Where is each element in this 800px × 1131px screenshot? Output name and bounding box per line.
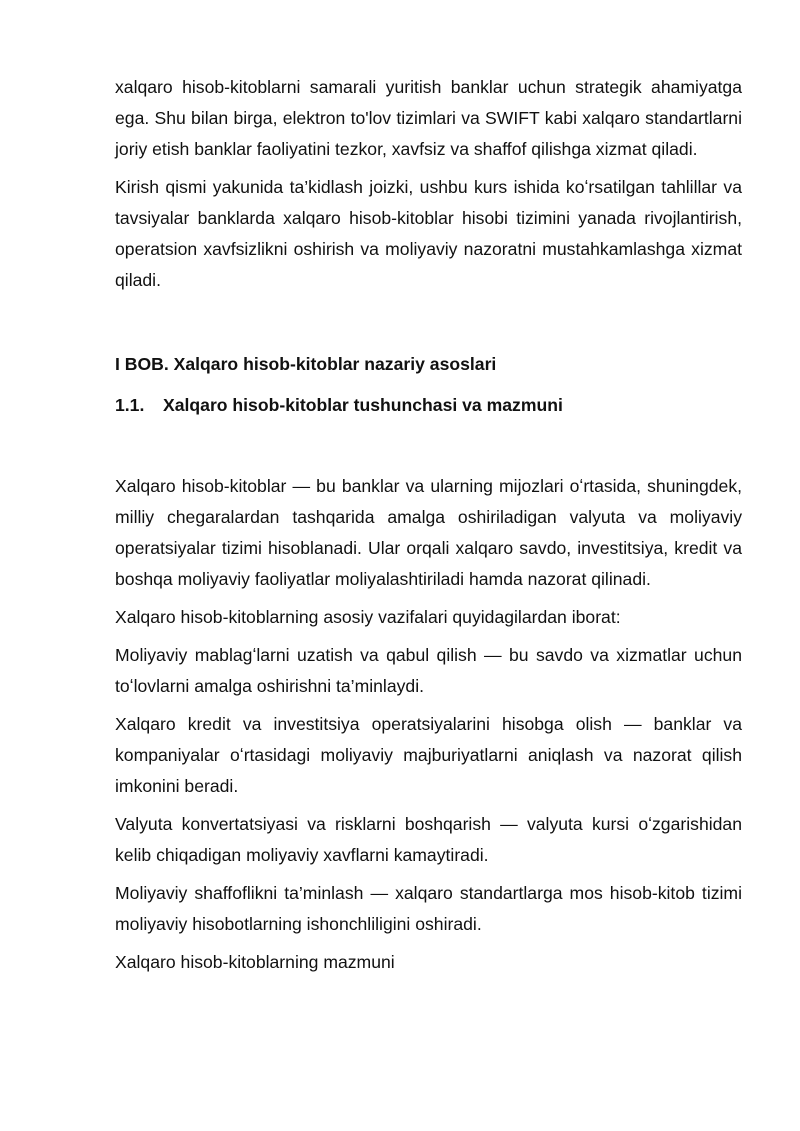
intro-paragraph-2: Kirish qismi yakunida ta’kidlash joizki, ushbu kurs ishida koʻrsatilgan tahlillar va tavsiyalar banklarda xalqaro hisob-kitoblar hisobi tizimini yanada rivojlantirish, operatsion xavfsizlikni oshirish va moliyaviy nazoratni mustahkamlashga xizmat qiladi. [115,177,742,290]
body-paragraph-4: Xalqaro kredit va investitsiya operatsiyalarini hisobga olish — banklar va kompaniyalar oʻrtasidagi moliyaviy majburiyatlarni aniqlash va nazorat qilish imkonini beradi. [115,714,742,796]
body-paragraph-2: Xalqaro hisob-kitoblarning asosiy vazifalari quyidagilardan iborat: [115,607,621,627]
body-paragraph-5: Valyuta konvertatsiyasi va risklarni boshqarish — valyuta kursi oʻzgarishidan kelib chiqadigan moliyaviy xavflarni kamaytiradi. [115,814,742,865]
intro-paragraph-1: xalqaro hisob-kitoblarni samarali yuritish banklar uchun strategik ahamiyatga ega. Shu bilan birga, elektron to'lov tizimlari va SWIFT kabi xalqaro standartlarni joriy etish banklar faoliyatini tezkor, xavfsiz va shaffof qilishga xizmat qiladi. [115,77,742,159]
body-paragraph-7: Xalqaro hisob-kitoblarning mazmuni [115,952,395,972]
body-paragraph-1: Xalqaro hisob-kitoblar — bu banklar va ularning mijozlari oʻrtasida, shuningdek, milliy chegaralardan tashqarida amalga oshiriladigan valyuta va moliyaviy operatsiyalar tizimi hisoblanadi. Ular orqali xalqaro savdo, investitsiya, kredit va boshqa moliyaviy faoliyatlar moliyalashtiriladi hamda nazorat qilinadi. [115,476,742,589]
page-content [115,72,742,978]
body-paragraph-3: Moliyaviy mablagʻlarni uzatish va qabul qilish — bu savdo va xizmatlar uchun toʻlovlarni amalga oshirishni ta’minlaydi. [115,645,742,696]
section-title: Xalqaro hisob-kitoblar tushunchasi va mazmuni [163,395,563,415]
body-paragraph-6: Moliyaviy shaffoflikni ta’minlash — xalqaro standartlarga mos hisob-kitob tizimi moliyaviy hisobotlarning ishonchliligini oshiradi. [115,883,742,934]
section-heading [115,390,742,421]
section-number: 1.1. [115,395,145,415]
chapter-title: I BOB. Xalqaro hisob-kitoblar nazariy asoslari [115,354,497,374]
